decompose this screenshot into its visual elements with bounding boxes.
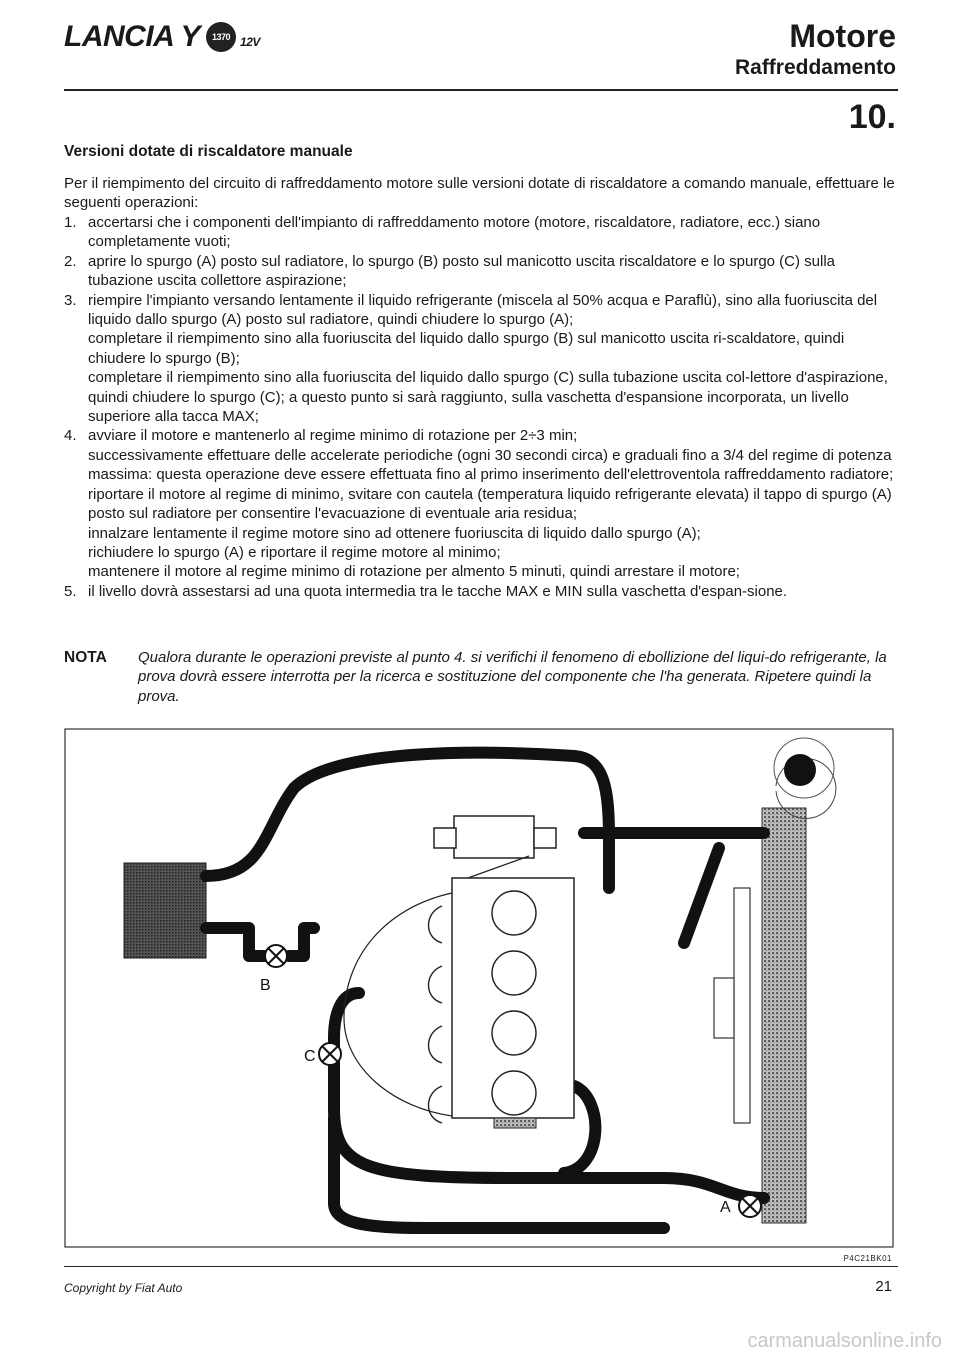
page-number: 21 <box>875 1278 892 1295</box>
bleed-valve-b <box>265 945 287 967</box>
step-number: 4. <box>64 427 77 445</box>
housing-inlet <box>434 828 456 848</box>
label-a: A <box>720 1199 731 1216</box>
thermostat-housing <box>454 816 534 858</box>
step-number: 5. <box>64 582 77 600</box>
engine-block <box>452 878 574 1118</box>
step-text: accertarsi che i componenti dell'impianto di raffreddamento motore (motore, riscaldatore, radiatore, ecc.) siano completamente vuoti; <box>88 214 821 251</box>
step-text: innalzare lentamente il regime motore sino ad ottenere fuoriuscita di liquido dallo spurgo (A); <box>88 524 701 542</box>
step-text: avviare il motore e mantenerlo al regime minimo di rotazione per 2÷3 min; <box>88 427 578 445</box>
bleed-valve-c <box>319 1043 341 1065</box>
procedure-steps <box>64 213 902 601</box>
figure-code: P4C21BK01 <box>843 1254 892 1263</box>
step-number: 1. <box>64 214 77 231</box>
section-heading: Versioni dotate di riscaldatore manuale <box>64 143 353 160</box>
section-subtitle: Raffreddamento <box>734 56 896 79</box>
step-text: il livello dovrà assestarsi ad una quota intermedia tra le tacche MAX e MIN sulla vaschetta d'espan-sione. <box>88 582 788 600</box>
step-text: riportare il motore al regime di minimo, svitare con cautela (temperatura liquido refrigerante elevata) il tappo di spurgo (A) posto sul radiatore per consentire l'evacuazione di eventuale aria residua; <box>88 485 892 523</box>
brand-suffix: 12V <box>240 35 260 49</box>
cooling-circuit-diagram <box>64 728 894 1248</box>
tank-cap <box>784 754 816 786</box>
step-text: completare il riempimento sino alla fuoriuscita del liquido dallo spurgo (C) sulla tubazione uscita col-lettore d'aspirazione, quindi chiudere lo spurgo (C); a questo punto si sarà raggiunto, sulla vaschetta d'espansione incorporata, un livello superiore alla tacca MAX; <box>88 369 888 426</box>
engine-badge: 1370 <box>206 22 236 52</box>
intake-manifold <box>344 893 452 1116</box>
fan-blade <box>734 888 750 1123</box>
chapter-number: 10. <box>848 98 896 136</box>
step-text: aprire lo spurgo (A) posto sul radiatore, lo spurgo (B) posto sul manicotto uscita riscaldatore e lo spurgo (C) sulla tubazione uscita collettore aspirazione; <box>88 252 836 290</box>
label-b: B <box>260 977 271 994</box>
bleed-valve-a <box>739 1195 761 1217</box>
procedure-step <box>64 213 902 252</box>
diagram-svg <box>64 728 894 1248</box>
procedure-step <box>64 582 902 601</box>
note-text: Qualora durante le operazioni previste al punto 4. si verifichi il fenomeno di ebollizione del liqui-do refrigerante, la prova dovrà essere interrotta per la ricerca e sostituzione del componente che l'ha generata. Ripetere quindi la prova. <box>138 649 887 705</box>
fan-motor <box>714 978 734 1038</box>
watermark: carmanualsonline.info <box>747 1330 942 1352</box>
section-title: Motore <box>789 18 896 54</box>
intro-paragraph: Per il riempimento del circuito di raffreddamento motore sulle versioni dotate di riscaldatore a comando manuale, effettuare le seguenti operazioni: <box>64 175 895 212</box>
procedure-step <box>64 426 902 581</box>
step-text: richiudere lo spurgo (A) e riportare il regime motore al minimo; <box>88 543 501 561</box>
step-number: 3. <box>64 291 77 309</box>
step-text: mantenere il motore al regime minimo di rotazione per almento 5 minuti, quindi arrestare il motore; <box>88 563 740 581</box>
procedure-step <box>64 252 902 291</box>
step-number: 2. <box>64 252 77 270</box>
copyright: Copyright by Fiat Auto <box>64 1281 183 1295</box>
label-c: C <box>304 1048 316 1065</box>
heater-core <box>124 863 206 958</box>
step-text: completare il riempimento sino alla fuoriuscita del liquido dallo spurgo (B) sul manicotto uscita ri-scaldatore, quindi chiudere lo spurgo (B); <box>88 330 845 367</box>
header-rule <box>64 89 898 91</box>
housing-outlet <box>534 828 556 848</box>
step-text: riempire l'impianto versando lentamente il liquido refrigerante (miscela al 50% acqua e Paraflù), sino alla fuoriuscita del liquido dallo spurgo (A) posto sul radiatore, quindi chiudere lo spurgo (A); <box>88 291 878 329</box>
footer-rule <box>64 1266 898 1267</box>
oil-sump <box>494 1118 536 1128</box>
brand-logo <box>64 20 260 54</box>
procedure-step <box>64 291 902 427</box>
note-label: NOTA <box>64 649 107 666</box>
radiator <box>762 808 806 1223</box>
note-block <box>64 648 902 706</box>
brand-name: LANCIA Y <box>64 20 201 53</box>
step-text: successivamente effettuare delle accelerate periodiche (ogni 30 secondi circa) e graduali fino a 3/4 del regime di potenza massima: questa operazione deve essere effettuata fino al primo inserimento dell'elettroventola raffreddamento radiatore; <box>88 446 894 484</box>
